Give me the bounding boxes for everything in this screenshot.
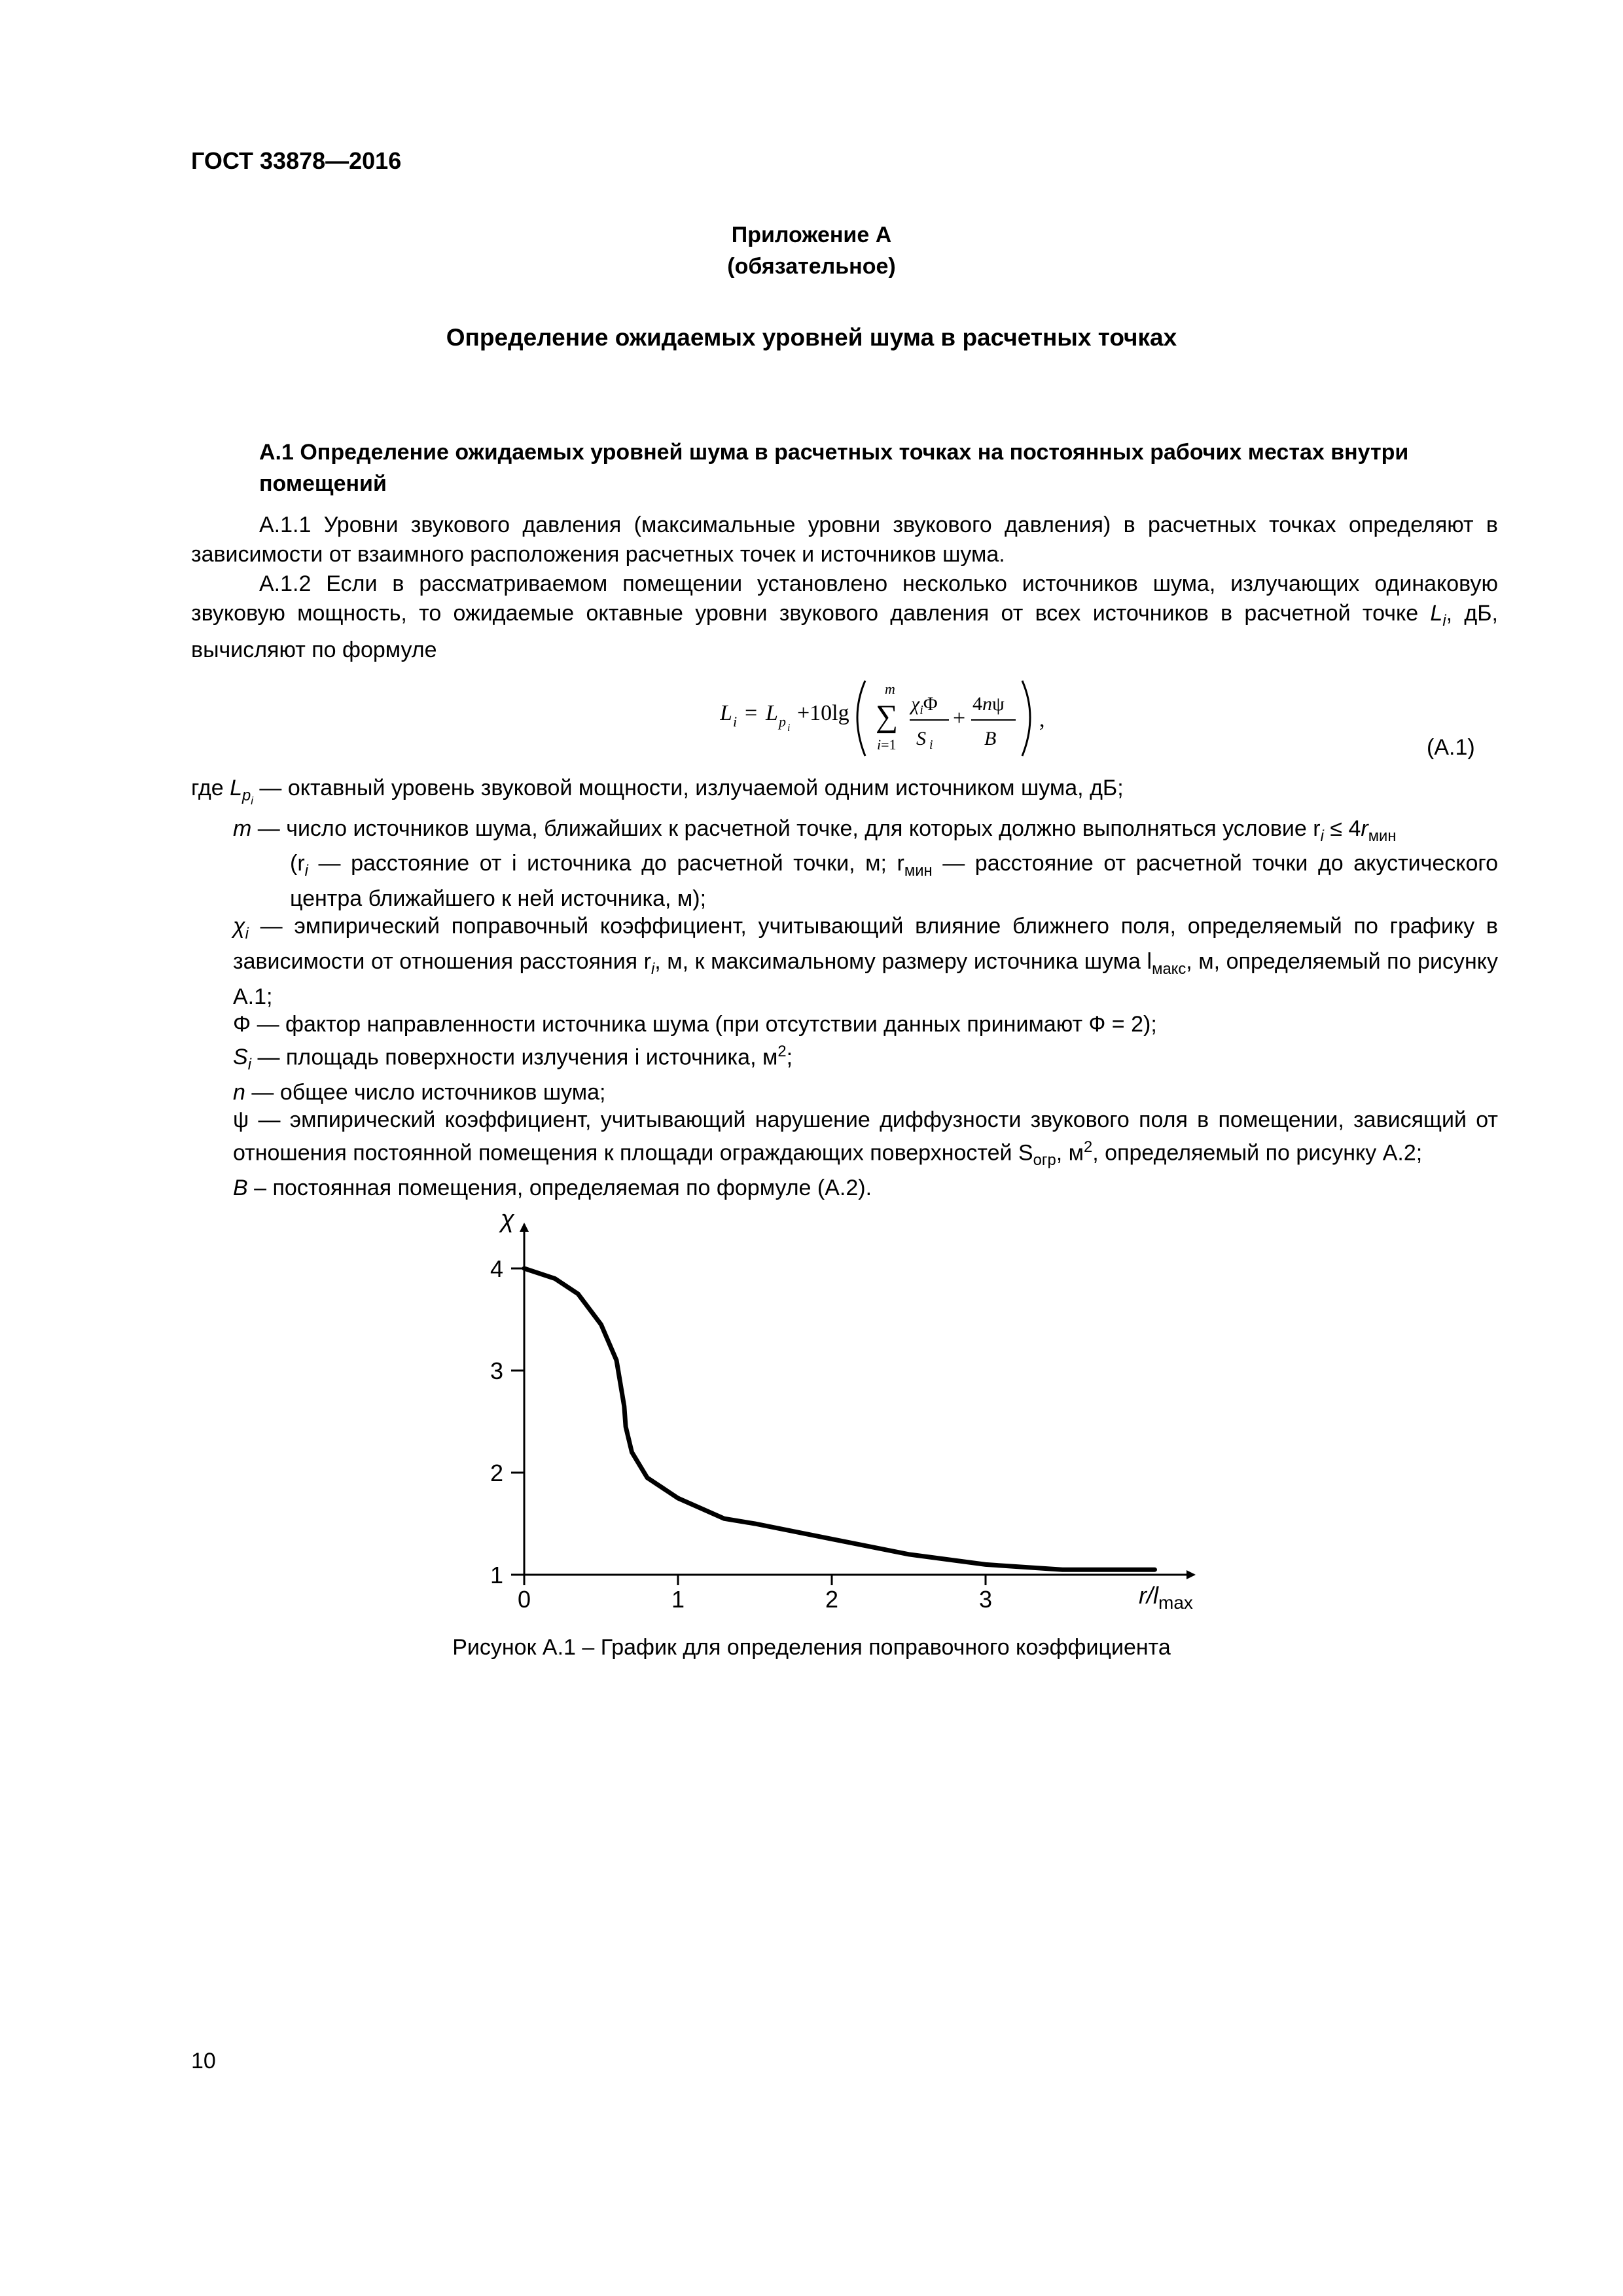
annex-title: Приложение А [731, 223, 892, 247]
svg-text:i: i [733, 713, 738, 730]
x-tick-label: 0 [517, 1586, 531, 1613]
svg-text:=: = [745, 701, 758, 725]
definition-b: B – постоянная помещения, определяемая по формуле (А.2). [233, 1175, 872, 1200]
page-number: 10 [191, 2049, 216, 2073]
svg-text:i=1: i=1 [877, 736, 897, 753]
x-axis-label: $r/l_{max}$ [1139, 1582, 1193, 1613]
paragraph-a11: А.1.1 Уровни звукового давления (максимальные уровни звукового давления) в расчетных точках определяют в зависимости от взаимного расположения расчетных точек и источников шума. [191, 512, 1498, 567]
y-tick-label: 3 [490, 1357, 503, 1384]
x-tick-label: 2 [825, 1586, 839, 1613]
definition-n: n — общее число источников шума; [233, 1079, 606, 1105]
definition-m: m — число источников шума, ближайших к расчетной точке, для которых должно выполняться условие $r_i \le 4r_{мин}$ [233, 816, 1397, 845]
svg-text:m: m [885, 681, 895, 697]
x-tick-label: 1 [671, 1586, 685, 1613]
svg-text:S: S [916, 728, 926, 749]
svg-text:4nψ: 4nψ [972, 693, 1005, 715]
section-heading: А.1 Определение ожидаемых уровней шума в расчетных точках на постоянных рабочих местах внутри помещений [259, 440, 1409, 496]
chi-chart [458, 1198, 1243, 1623]
svg-text:B: B [984, 728, 997, 749]
figure-caption: Рисунок А.1 – График для определения поправочного коэффициента [452, 1635, 1171, 1660]
main-title: Определение ожидаемых уровней шума в расчетных точках [446, 324, 1177, 351]
y-tick-label: 4 [490, 1255, 503, 1282]
paragraph-a12-text: А.1.2 Если в рассматриваемом помещении установлено несколько источников шума, излучающих одинаковую звуковую мощность, то ожидаемые октавные уровни звукового давления от всех источников в расчетной точке [191, 571, 1498, 626]
svg-text:i: i [787, 723, 791, 734]
svg-text:∑: ∑ [876, 699, 899, 734]
svg-text:,: , [1039, 708, 1045, 732]
definition-chi: $\chi_i$ — эмпирический поправочный коэффициент, учитывающий влияние ближнего поля, определяемый по графику в зависимости от отношения расстояния $r_i$, м, к максимальному размеру источника шума $l_{макс}$, м, определяемый по рисунку А.1; [233, 914, 1498, 1009]
paragraph-a12: А.1.2 Если в рассматриваемом помещении установлено несколько источников шума, излучающих одинаковую звуковую мощность, то ожидаемые октавные уровни звукового давления от всех источников в расчетной точке $L_i$, дБ, вычисляют по формуле [191, 571, 1498, 662]
svg-text:L: L [766, 701, 778, 725]
y-tick-label: 2 [490, 1460, 503, 1486]
data-line [524, 1268, 1155, 1570]
paragraph-a12-tail: , дБ, вычисляют по формуле [191, 601, 1498, 662]
definition-m-cont: ($r_i$ — расстояние от i источника до расчетной точки, м; $r_{мин}$ — расстояние от расчетной точки до акустического центра ближайшего к ней источника, м); [290, 851, 1498, 912]
formula-svg [720, 674, 1139, 766]
definition-phi: Φ — фактор направленности источника шума (при отсутствии данных принимают Ф = 2); [233, 1011, 1157, 1037]
svg-text:+10lg: +10lg [797, 701, 849, 725]
y-axis-label: χ [501, 1206, 514, 1233]
symbol-definitions [191, 774, 1498, 1202]
svg-text:+: + [953, 706, 966, 730]
y-tick-label: 1 [490, 1562, 503, 1588]
annex-type: (обязательное) [727, 254, 896, 279]
definition-L: где $L_{p_i}$ — октавный уровень звуковой мощности, излучаемой одним источником шума, дБ; [191, 776, 1124, 807]
svg-text:χiΦ: $\chi_i\Phi$ [911, 693, 938, 717]
svg-text:L: L [720, 701, 732, 725]
formula-number: (А.1) [1427, 735, 1475, 760]
formula-a1 [720, 674, 1139, 772]
definition-s: $S_i$ — площадь поверхности излучения i источника, $м^2$; [233, 1042, 793, 1073]
x-tick-label: 3 [978, 1586, 993, 1613]
document-header: ГОСТ 33878—2016 [191, 147, 402, 174]
svg-text:p: p [779, 713, 786, 730]
svg-text:i: i [929, 738, 933, 752]
definition-psi: ψ — эмпирический коэффициент, учитывающий нарушение диффузности звукового поля в помещении, зависящий от отношения постоянной помещения к площади ограждающих поверхностей $S_{огр}$, $м^2$, определяемый по рисунку А.2; [233, 1107, 1498, 1169]
